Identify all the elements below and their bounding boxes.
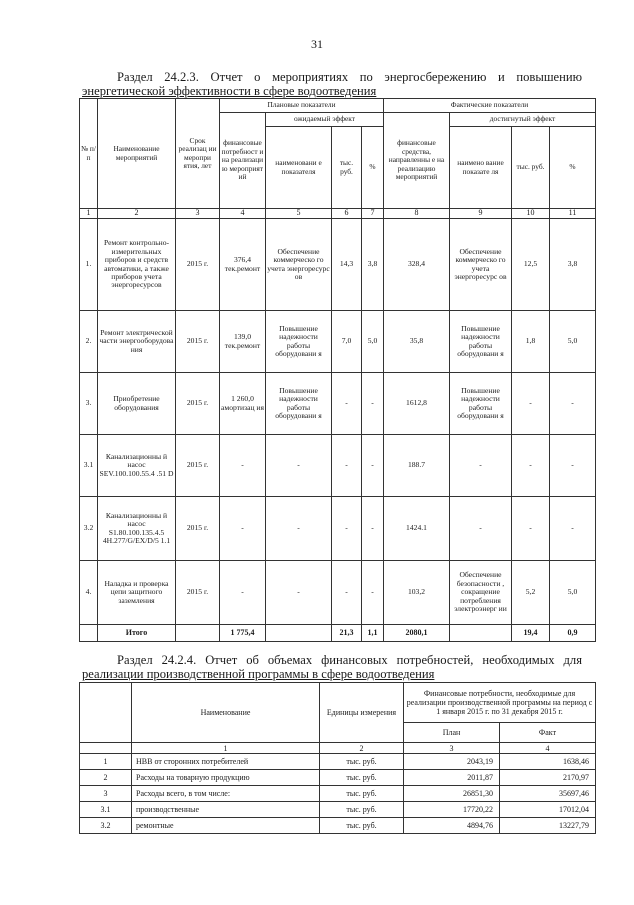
row-fact-k-rub: 5,2 [512,561,550,625]
row-unit: тыс. руб. [320,754,404,770]
row-name: Канализационны й насос S1.80.100.135.4.5 4H.277/G/EX/D/5 1.1 [98,497,176,561]
row-fact-percent: 3,8 [550,219,596,311]
row-plan-indicator: Обеспечение коммерческо го учета энергоресурс ов [266,219,332,311]
financial-needs-table [79,682,596,834]
column-number: 9 [450,209,512,219]
row-plan-k-rub: - [332,373,362,435]
total-plan-k-rub: 21,3 [332,625,362,642]
column-number: 8 [384,209,450,219]
row-plan-percent: - [362,435,384,497]
row-plan-finance: 376,4 тек.ремонт [220,219,266,311]
table-row [80,311,596,373]
table-row [80,786,596,802]
row-num: 3 [80,786,132,802]
section-title-line: реализации производственной программы в сфере водоотведения [82,667,435,681]
row-unit: тыс. руб. [320,786,404,802]
total-label: Итого [98,625,176,642]
column-number: 7 [362,209,384,219]
row-name: Канализационны й насос SEV.100.100.55.4 .51 D [98,435,176,497]
row-term: 2015 г. [176,435,220,497]
row-fact-percent: - [550,497,596,561]
table-row [80,770,596,786]
header-fact: Факт [500,723,596,743]
total-plan-finance: 1 775,4 [220,625,266,642]
row-fact: 2170,97 [500,770,596,786]
column-number: 2 [320,743,404,754]
header-term: Срок реализац ии меропри ятия, лет [176,99,220,209]
row-fact-indicator: Повышение надежности работы оборудовани я [450,311,512,373]
column-number: 4 [220,209,266,219]
row-fact-k-rub: 1,8 [512,311,550,373]
row-plan-percent: 5,0 [362,311,384,373]
header-num-cell [80,683,132,743]
row-plan-k-rub: - [332,435,362,497]
row-fact-indicator: Обеспечение безопасности , сокращение потребления электроэнерг ии [450,561,512,625]
header-k-rub: тыс. руб. [332,127,362,209]
row-plan: 26851,30 [404,786,500,802]
row-name: Наладка и проверка цепи защитного заземления [98,561,176,625]
row-plan-indicator: - [266,497,332,561]
table-row [80,219,596,311]
table-row [80,561,596,625]
header-expected-effect: ожидаемый эффект [266,113,384,127]
row-name: НВВ от сторонних потребителей [132,754,320,770]
row-fact-k-rub: - [512,373,550,435]
row-term: 2015 г. [176,561,220,625]
row-num: 2. [80,311,98,373]
section-title-line: Раздел 24.2.3. Отчет о мероприятиях по энергосбережению и повышению [117,70,582,84]
column-number: 4 [500,743,596,754]
row-fact: 1638,46 [500,754,596,770]
energy-saving-report-table [79,98,596,642]
row-name: Приобретение оборудования [98,373,176,435]
section-heading-24-2-3 [82,70,582,98]
row-plan: 17720,22 [404,802,500,818]
column-number: 1 [80,209,98,219]
row-plan-k-rub: - [332,561,362,625]
row-fact-indicator: Обеспечение коммерческо го учета энергоресурс ов [450,219,512,311]
row-fact: 17012,04 [500,802,596,818]
row-fact: 13227,79 [500,818,596,834]
row-name: Ремонт электрической части энергооборудова ния [98,311,176,373]
row-fact-k-rub: - [512,497,550,561]
row-num: 3.2 [80,818,132,834]
row-fact: 35697,46 [500,786,596,802]
row-name: производственные [132,802,320,818]
total-plan-percent: 1,1 [362,625,384,642]
row-num: 1 [80,754,132,770]
header-unit: Единицы измерения [320,683,404,743]
header-achieved-effect: достигнутый эффект [450,113,596,127]
column-number: 10 [512,209,550,219]
row-fact-k-rub: 12,5 [512,219,550,311]
column-number: 3 [404,743,500,754]
row-plan-k-rub: 7,0 [332,311,362,373]
row-name: Расходы всего, в том числе: [132,786,320,802]
row-plan-k-rub: 14,3 [332,219,362,311]
row-fact-finance: 35,8 [384,311,450,373]
row-plan-indicator: Повышение надежности работы оборудовани я [266,373,332,435]
header-indicator-name-fact: наимено вание показате ля [450,127,512,209]
header-num: № п/п [80,99,98,209]
row-plan-percent: 3,8 [362,219,384,311]
row-plan-indicator: Повышение надежности работы оборудовани я [266,311,332,373]
row-term: 2015 г. [176,219,220,311]
row-term: 2015 г. [176,497,220,561]
header-k-rub-fact: тыс. руб. [512,127,550,209]
total-fact-finance: 2080,1 [384,625,450,642]
row-plan-percent: - [362,373,384,435]
header-plan: План [404,723,500,743]
row-num: 3.2 [80,497,98,561]
table-row [80,754,596,770]
row-fact-percent: 5,0 [550,311,596,373]
column-number: 3 [176,209,220,219]
row-plan-finance: 1 260,0 амортизац ия [220,373,266,435]
row-plan: 2011,87 [404,770,500,786]
row-plan-finance: - [220,435,266,497]
total-fact-k-rub: 19,4 [512,625,550,642]
row-plan-finance: 139,0 тек.ремонт [220,311,266,373]
row-fact-k-rub: - [512,435,550,497]
header-financial-needs: Финансовые потребности, необходимые для реализации производственной программы на период с 1 января 2015 г. по 31 декабря 2015 г. [404,683,596,723]
column-number: 6 [332,209,362,219]
row-unit: тыс. руб. [320,818,404,834]
row-plan: 2043,19 [404,754,500,770]
header-indicator-name: наименовани е показателя [266,127,332,209]
row-num: 1. [80,219,98,311]
row-name: Ремонт контрольно-измерительных приборов и средств автоматики, а также приборов учета энергоресурсов [98,219,176,311]
section-title-line: энергетической эффективности в сфере водоотведения [82,84,377,98]
row-num: 3. [80,373,98,435]
total-fact-indicator-cell [450,625,512,642]
table-row [80,497,596,561]
row-fact-percent: 5,0 [550,561,596,625]
total-term-cell [176,625,220,642]
table-row [80,435,596,497]
row-fact-finance: 1424.1 [384,497,450,561]
header-name: Наименование [132,683,320,743]
row-unit: тыс. руб. [320,802,404,818]
header-fact-finance: финансовые средства, направленны е на реализацию мероприятий [384,113,450,209]
header-actual: Фактические показатели [384,99,596,113]
row-plan-finance: - [220,497,266,561]
section-heading-24-2-4 [82,653,582,681]
row-num: 3.1 [80,802,132,818]
row-num: 2 [80,770,132,786]
row-term: 2015 г. [176,373,220,435]
row-fact-finance: 1612,8 [384,373,450,435]
row-fact-finance: 328,4 [384,219,450,311]
row-unit: тыс. руб. [320,770,404,786]
section-title-line: Раздел 24.2.4. Отчет об объемах финансовых потребностей, необходимых для [117,653,582,667]
total-plan-indicator-cell [266,625,332,642]
row-num: 4. [80,561,98,625]
row-plan-percent: - [362,561,384,625]
table-row [80,818,596,834]
row-fact-indicator: Повышение надежности работы оборудовани я [450,373,512,435]
header-percent-fact: % [550,127,596,209]
row-fact-indicator: - [450,435,512,497]
table-row [80,373,596,435]
header-planned: Плановые показатели [220,99,384,113]
row-plan-k-rub: - [332,497,362,561]
row-plan-indicator: - [266,561,332,625]
column-number: 11 [550,209,596,219]
column-number: 1 [132,743,320,754]
header-plan-finance: финансовые потребност и на реализаци ю мероприят ий [220,113,266,209]
row-fact-finance: 103,2 [384,561,450,625]
row-fact-finance: 188.7 [384,435,450,497]
row-name: Расходы на товарную продукцию [132,770,320,786]
page-number: 31 [311,37,323,51]
row-term: 2015 г. [176,311,220,373]
column-number: 2 [98,209,176,219]
row-num: 3.1 [80,435,98,497]
column-number: 5 [266,209,332,219]
header-percent: % [362,127,384,209]
column-number-cell [80,743,132,754]
row-plan-finance: - [220,561,266,625]
total-num-cell [80,625,98,642]
row-name: ремонтные [132,818,320,834]
row-fact-indicator: - [450,497,512,561]
total-row [80,625,596,642]
table-row [80,802,596,818]
row-plan-percent: - [362,497,384,561]
row-fact-percent: - [550,435,596,497]
row-plan: 4894,76 [404,818,500,834]
total-fact-percent: 0,9 [550,625,596,642]
row-plan-indicator: - [266,435,332,497]
header-name: Наименование мероприятий [98,99,176,209]
row-fact-percent: - [550,373,596,435]
